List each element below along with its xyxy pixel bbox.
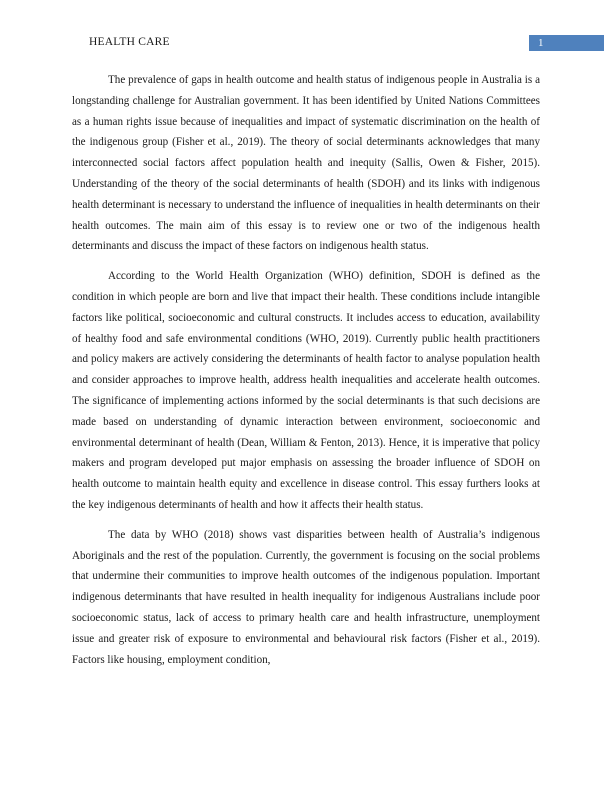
running-header: HEALTH CARE (89, 36, 170, 48)
paragraph-2: According to the World Health Organization (WHO) definition, SDOH is defined as the condition in which people are born and live that impact their health. These conditions include intangible factors like political, socioeconomic and cultural constructs. It includes access to education, availability of healthy food and safe environmental conditions (WHO, 2019). Currently public health practitioners and policy makers are actively considering the determinants of health factor to analyse population health and consider approaches to improve health, address health inequalities and accelerate health outcomes. The significance of implementing actions informed by the social determinants is that such decisions are made based on understanding of dynamic interaction between environment, socioeconomic and environmental determinant of health (Dean, William & Fenton, 2013). Hence, it is imperative that policy makers and program developed put major emphasis on assessing the broader influence of SDOH on health outcome to maintain health equity and excellence in disease control. This essay furthers looks at the key indigenous determinants of health and how it affects their health status. (72, 270, 540, 511)
page-number-badge: 1 (529, 35, 604, 51)
paragraph-3: The data by WHO (2018) shows vast disparities between health of Australia’s indigenous Aboriginals and the rest of the population. Currently, the government is focusing on the social problems that undermine their communities to improve health outcomes of the indigenous population. Important indigenous determinants that have resulted in health inequality for indigenous Australians include poor socioeconomic status, lack of access to primary health care and health infrastructure, unemployment issue and greater risk of exposure to environmental and behavioural risk factors (Fisher et al., 2019). Factors like housing, employment condition, (72, 528, 540, 666)
document-body (72, 70, 540, 679)
paragraph-1: The prevalence of gaps in health outcome and health status of indigenous people in Australia is a longstanding challenge for Australian government. It has been identified by United Nations Committees as a human rights issue because of inequalities and impact of systematic discrimination on the health of the indigenous group (Fisher et al., 2019). The theory of social determinants acknowledges that many interconnected social factors affect population health and inequity (Sallis, Owen & Fisher, 2015). Understanding of the theory of the social determinants of health (SDOH) and its links with indigenous health determinant is necessary to understand the influence of inequalities in health determinants on their health outcomes. The main aim of this essay is to review one or two of the indigenous health determinants and discuss the impact of these factors on indigenous health status. (72, 74, 540, 253)
